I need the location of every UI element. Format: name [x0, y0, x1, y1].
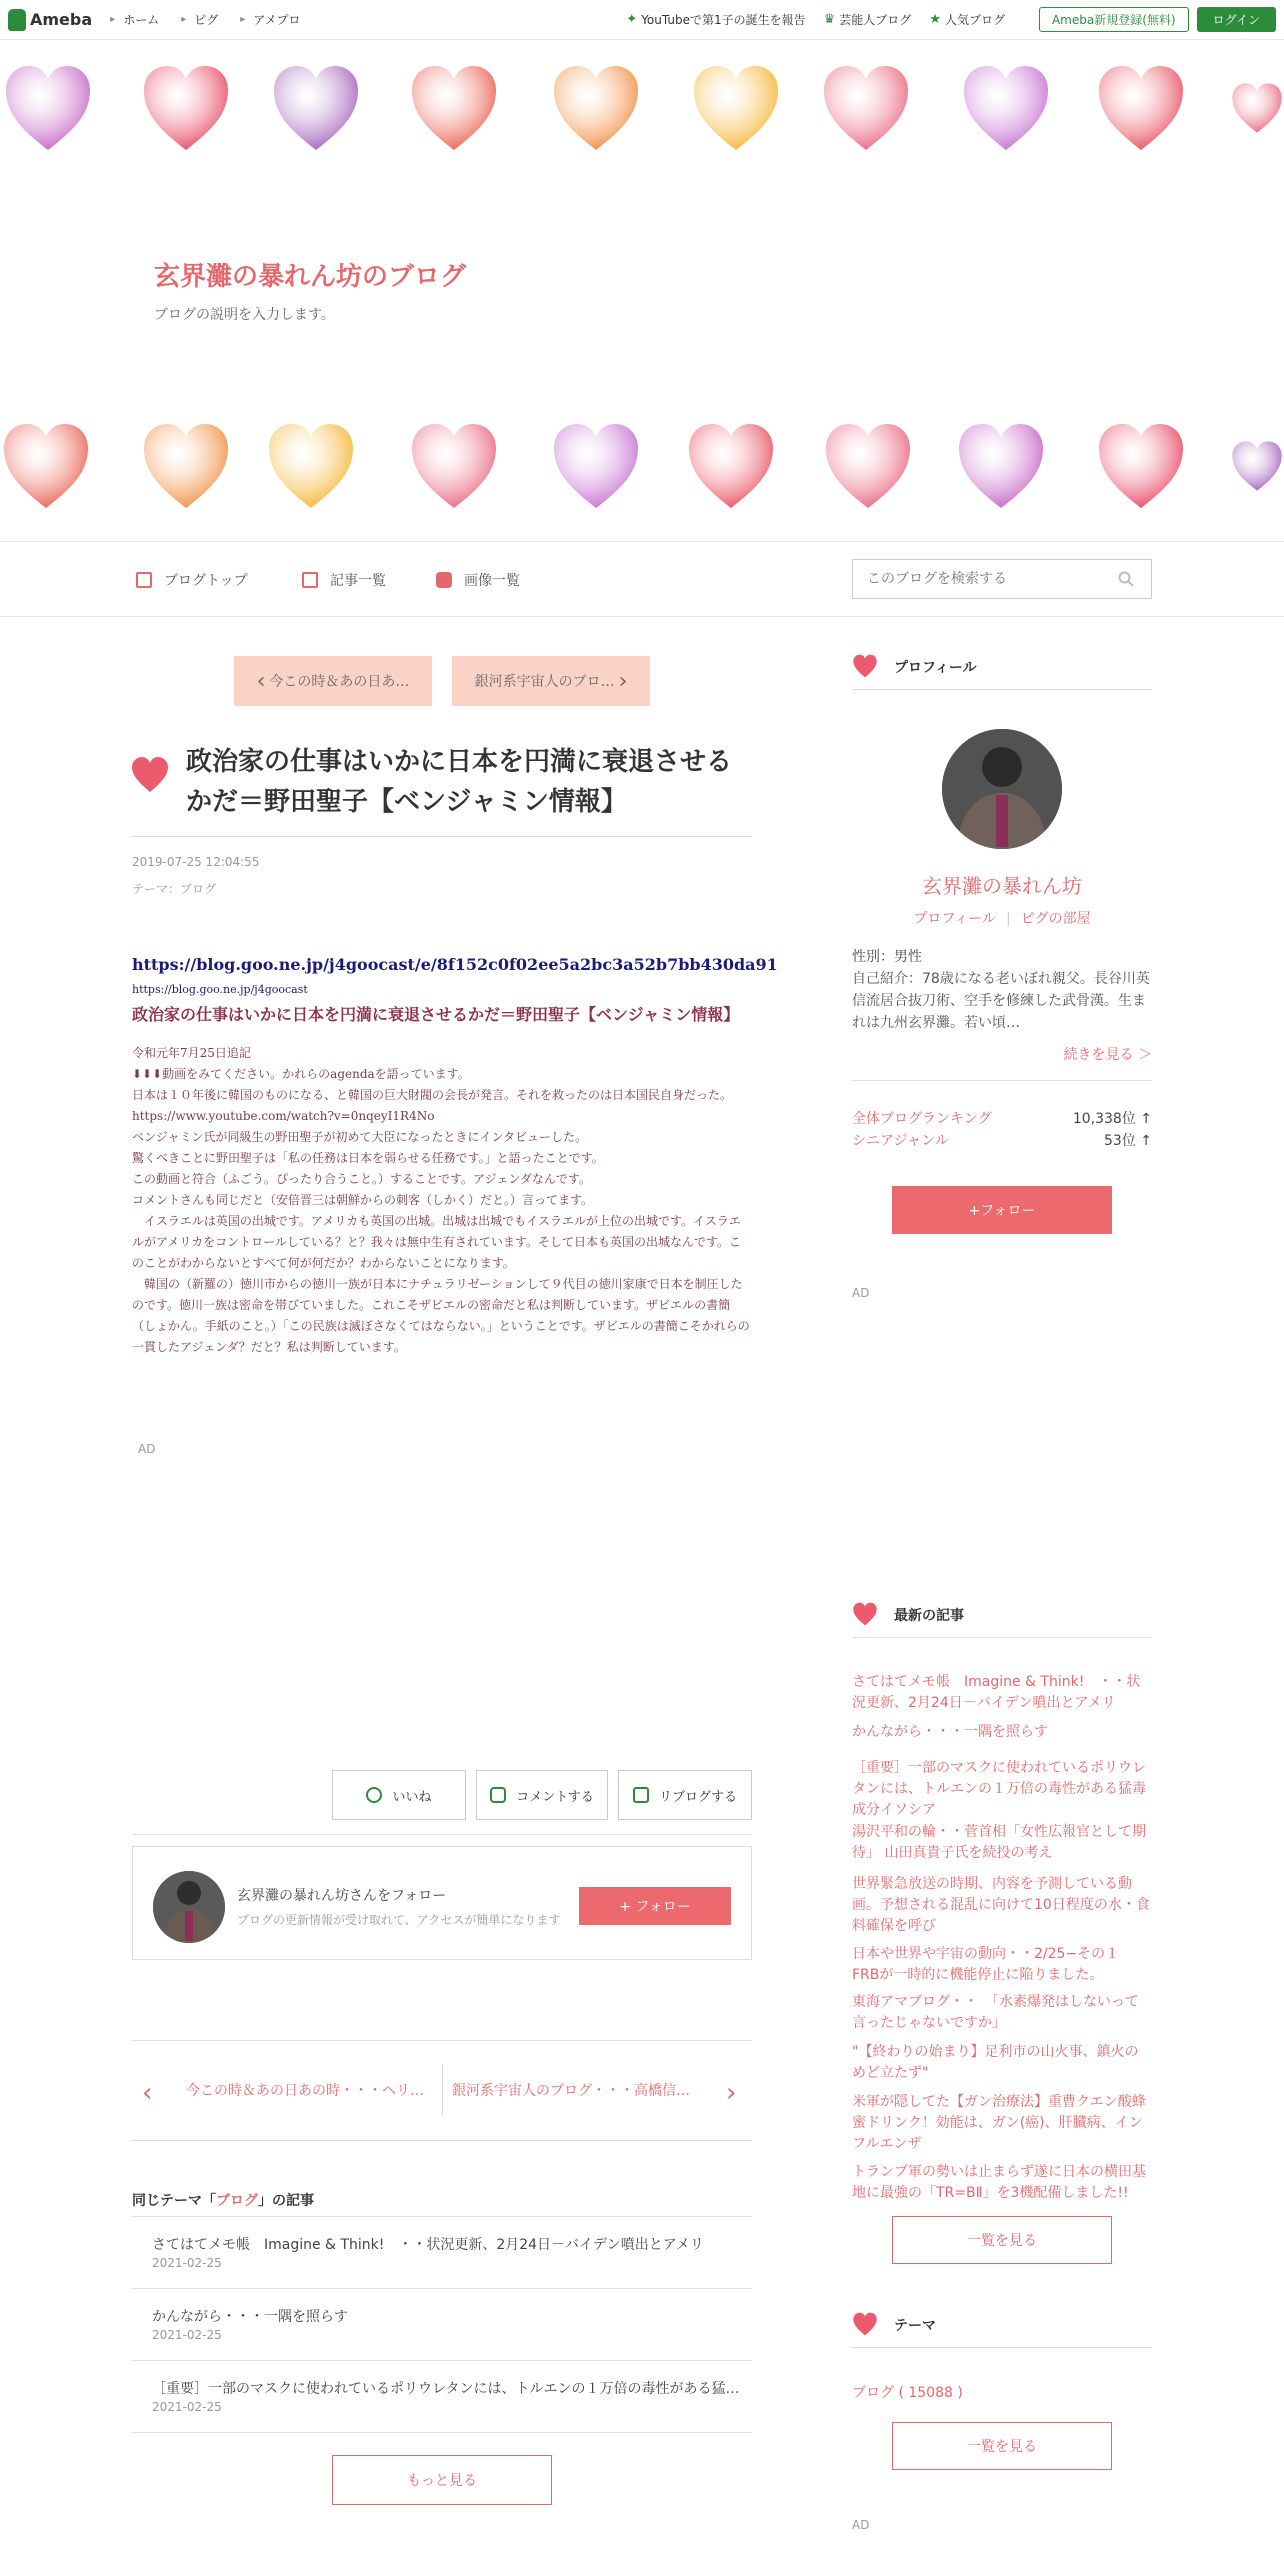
- nav-article-list-label: 記事一覧: [330, 573, 386, 589]
- crumb-home[interactable]: ▸ ホーム: [110, 11, 159, 28]
- article-paragraph: ⬇⬇⬇動画をみてください。かれらのagendaを語っています。: [132, 1067, 470, 1081]
- chevron-left-icon: ‹: [256, 668, 266, 694]
- celebrity-blog-link[interactable]: [824, 11, 912, 28]
- profile-links-separator: |: [1005, 911, 1011, 927]
- rank-senior-value: 53位 ↑: [1104, 1133, 1152, 1149]
- rank-senior-label[interactable]: シニアジャンル: [852, 1133, 949, 1149]
- prev-article-bottom[interactable]: 今この時＆あの日あの時・・・ヘリ…: [186, 2083, 424, 2099]
- same-theme-item[interactable]: ［重要］一部のマスクに使われているポリウレタンには、トルエンの１万倍の毒性がある猛…: [152, 2381, 740, 2397]
- ad-label: AD: [138, 1442, 156, 1456]
- camera-icon: [436, 572, 452, 588]
- speech-bubble-icon: [490, 1787, 506, 1803]
- heart-decoration: [550, 62, 642, 154]
- profile-intro: 自己紹介：78歳になる老いぼれ親父。長谷川英信流居合抜刀術、空手を修練した武骨漢。生まれは九州玄界灘。若い頃…: [852, 971, 1150, 1031]
- popular-blog-link[interactable]: [929, 11, 1005, 28]
- avatar[interactable]: [153, 1871, 225, 1943]
- latest-item[interactable]: トランプ軍の勢いは止まらず遂に日本の横田基地に最強の「TR=BⅡ」を3機配備しました!!: [852, 2164, 1146, 2201]
- heart-decoration: [690, 62, 782, 154]
- article-paragraph[interactable]: https://www.youtube.com/watch?v=0nqeyI1R4No: [132, 1109, 435, 1123]
- crumb-pigg[interactable]: ▸ ピグ: [181, 11, 218, 28]
- latest-item[interactable]: 東海アマブログ・・ 「水素爆発はしないって言ったじゃないですか」: [852, 1994, 1139, 2031]
- heart-decoration: [685, 420, 777, 512]
- latest-item[interactable]: 日本や世界や宇宙の動向・・2/25−その１ FRBが一時的に機能停止に陥りました。: [852, 1946, 1134, 1983]
- article-paragraph: ベンジャミン氏が同級生の野田聖子が初めて大臣になったときにインタビューした。: [132, 1130, 587, 1144]
- blog-description: ブログの説明を入力します。: [154, 307, 335, 323]
- heart-decoration: [140, 62, 232, 154]
- chevron-right-icon[interactable]: ›: [726, 2078, 737, 2108]
- ameba-logo-icon: [8, 9, 26, 31]
- comment-button[interactable]: [476, 1770, 608, 1820]
- heart-decoration: [955, 420, 1047, 512]
- reblog-label: リブログする: [658, 1789, 737, 1805]
- same-theme-divider: [132, 2360, 752, 2361]
- profile-gender: 性別：男性: [852, 949, 922, 965]
- heart-decoration: [822, 420, 914, 512]
- same-theme-divider: [132, 2216, 752, 2217]
- rank-all-value: 10,338位 ↑: [1072, 1111, 1152, 1127]
- theme-heading: [852, 2302, 1152, 2348]
- latest-item[interactable]: "【終わりの始まり】足利市の山火事、鎮火のめど立たず": [852, 2044, 1139, 2081]
- profile-divider: [852, 1080, 1152, 1081]
- heart-icon: [852, 1602, 878, 1628]
- prev-article-top[interactable]: [234, 656, 432, 706]
- ameba-logo[interactable]: [8, 9, 92, 31]
- latest-item[interactable]: ［重要］一部のマスクに使われているポリウレタンには、トルエンの１万倍の毒性がある猛毒成分イソシア: [852, 1760, 1146, 1818]
- blog-search-input[interactable]: [852, 559, 1152, 599]
- latest-item[interactable]: 湯沢平和の輪・・菅首相「女性広報官として期待」 山田真貴子氏を続投の考え: [852, 1824, 1146, 1861]
- prev-article-top-label: 今この時＆あの日あ…: [269, 674, 410, 690]
- next-article-top-label: 銀河系宇宙人のブロ…: [474, 674, 615, 690]
- theme-heading-label: テーマ: [894, 2317, 936, 2334]
- register-button[interactable]: Ameba新規登録(無料): [1039, 7, 1189, 32]
- follow-title: 玄界灘の暴れん坊さんをフォロー: [237, 1888, 447, 1904]
- star-icon: ★: [929, 12, 941, 27]
- more-button[interactable]: もっと見る: [332, 2455, 552, 2505]
- article-date: 2019-07-25 12:04:55: [132, 855, 260, 869]
- latest-heading-label: 最新の記事: [894, 1607, 964, 1624]
- heart-decoration: [1095, 62, 1187, 154]
- crumb-amepro[interactable]: ▸ アメプロ: [240, 11, 300, 28]
- same-theme-date: 2021-02-25: [152, 2256, 222, 2270]
- heart-decoration: [270, 62, 362, 154]
- topic-link[interactable]: [626, 11, 805, 28]
- theme-item[interactable]: ブログ ( 15088 ): [852, 2385, 963, 2401]
- same-theme-date: 2021-02-25: [152, 2400, 222, 2414]
- article-paragraph: 日本は１０年後に韓国のものになる、と韓国の巨大財閥の会長が発言。それを救ったのは日本国民自身だった。: [132, 1088, 733, 1102]
- chevron-right-icon: ›: [618, 668, 628, 694]
- article-paragraph: イスラエルは英国の出城です。アメリカも英国の出城。出城は出城でもイスラエルが上位の出城です。イスラエルがアメリカをコントロールしている？と？我々は無中生有されています。そして日本も英国の出城なんです。このことがわからないとすべて何が何だか？わからないことになります。: [132, 1214, 742, 1270]
- latest-item[interactable]: さてはてメモ帳 Imagine & Think! ・・状況更新、2月24日－バイデン噴出とアメリ: [852, 1674, 1141, 1711]
- smile-icon: [366, 1787, 382, 1803]
- like-label: いいね: [392, 1789, 432, 1805]
- same-theme-item[interactable]: さてはてメモ帳 Imagine & Think! ・・状況更新、2月24日－バイデン噴出とアメリ: [152, 2237, 704, 2253]
- follow-subtitle: ブログの更新情報が受け取れて、アクセスが簡単になります: [237, 1913, 561, 1927]
- latest-heading: [852, 1592, 1152, 1638]
- heart-decoration: [820, 62, 912, 154]
- profile-link[interactable]: プロフィール: [913, 911, 996, 927]
- heart-icon: [852, 2312, 878, 2338]
- article-link-primary[interactable]: https://blog.goo.ne.jp/j4goocast/e/8f152c0f02ee5a2bc3a52b7bb430da91: [132, 955, 778, 974]
- document-icon: [136, 572, 152, 588]
- chevron-left-icon[interactable]: ‹: [142, 2078, 153, 2108]
- ameba-logo-text: Ameba: [30, 10, 93, 29]
- follow-button[interactable]: + フォロー: [579, 1887, 731, 1925]
- nav-image-list-label: 画像一覧: [464, 573, 520, 589]
- blog-title[interactable]: 玄界灘の暴れん坊のブログ: [154, 262, 467, 292]
- article-paragraph: コメントさんも同じだと（安倍晋三は朝鮮からの刺客（しかく）だと。）言ってます。: [132, 1193, 594, 1207]
- pigg-room-link[interactable]: ピグの部屋: [1020, 911, 1091, 927]
- heart-decoration: [1230, 62, 1284, 154]
- same-theme-date: 2021-02-25: [152, 2328, 222, 2342]
- sidebar-ad-label: AD: [852, 1286, 870, 1300]
- heart-decoration: [265, 420, 357, 512]
- latest-item[interactable]: 世界緊急放送の時期、内容を予測している動画。予想される混乱に向けて10日程度の水・食料確保を呼び: [852, 1876, 1150, 1934]
- profile-heading-label: プロフィール: [894, 659, 977, 676]
- same-theme-heading-pre: 同じテーマ「: [132, 2193, 216, 2209]
- actions-divider: [132, 1834, 752, 1835]
- header-right: [608, 7, 1276, 32]
- nav-article-list[interactable]: [302, 570, 386, 590]
- profile-avatar[interactable]: [942, 729, 1062, 849]
- latest-item[interactable]: 米軍が隠してた【ガン治療法】重曹クエン酸蜂蜜ドリンク！効能は、ガン(癌)、肝臓病、インフルエンザ: [852, 2094, 1146, 2152]
- topic-link-label: YouTubeで第1子の誕生を報告: [641, 13, 806, 27]
- profile-avatar-image: [942, 729, 1062, 849]
- comment-label: コメントする: [516, 1789, 594, 1805]
- reblog-button[interactable]: [618, 1770, 752, 1820]
- same-theme-heading-post: 」の記事: [258, 2193, 314, 2209]
- reblog-icon: [633, 1787, 649, 1803]
- avatar-image: [153, 1871, 225, 1943]
- rank-all-label[interactable]: 全体ブログランキング: [852, 1111, 992, 1127]
- sparkle-icon: ✦: [626, 12, 638, 27]
- pager-divider-middle: [442, 2064, 443, 2116]
- heart-decoration: [1230, 420, 1284, 512]
- latest-item[interactable]: かんながら・・・一隅を照らす: [852, 1724, 1048, 1740]
- search-icon[interactable]: [1118, 571, 1134, 587]
- nav-blog-top[interactable]: [136, 570, 248, 590]
- same-theme-divider: [132, 2288, 752, 2289]
- same-theme-item[interactable]: かんながら・・・一隅を照らす: [152, 2309, 348, 2325]
- copy-icon: [302, 572, 318, 588]
- article-theme: [132, 880, 216, 897]
- article-paragraph: この動画と符合（ふごう。ぴったり合うこと。）することです。アジェンダなんです。: [132, 1172, 591, 1186]
- article-theme-link[interactable]: ブログ: [180, 882, 217, 896]
- sidebar-ad-label-2: AD: [852, 2518, 870, 2532]
- profile-links: [852, 908, 1152, 928]
- crown-icon: ♛: [823, 12, 836, 27]
- heart-decoration: [550, 420, 642, 512]
- nav-blog-top-label: ブログトップ: [164, 573, 248, 589]
- theme-list-button[interactable]: 一覧を見る: [892, 2422, 1112, 2470]
- same-theme-heading-theme: ブログ: [216, 2193, 258, 2209]
- profile-more-link[interactable]: 続きを見る ＞: [1063, 1047, 1152, 1063]
- like-button[interactable]: [332, 1770, 466, 1820]
- heart-decoration: [0, 420, 92, 512]
- blog-nav: [0, 541, 1284, 617]
- article-paragraph: 驚くべきことに野田聖子は「私の任務は日本を弱らせる任務です。」と語ったことです。: [132, 1151, 604, 1165]
- next-article-top[interactable]: [452, 656, 650, 706]
- heart-decoration: [408, 62, 500, 154]
- heart-icon: [130, 756, 170, 796]
- login-button[interactable]: ログイン: [1197, 7, 1276, 32]
- heart-decoration: [960, 62, 1052, 154]
- article-body: [132, 954, 778, 1358]
- article-theme-label: テーマ：: [132, 882, 181, 896]
- latest-list-button[interactable]: 一覧を見る: [892, 2216, 1112, 2264]
- heart-decoration: [140, 420, 232, 512]
- pager-divider-bottom: [132, 2140, 752, 2141]
- article-subtitle: 政治家の仕事はいかに日本を円満に衰退させるかだ＝野田聖子【ベンジャミン情報】: [132, 1005, 740, 1024]
- profile-heading: [852, 644, 1152, 690]
- heart-decoration: [1095, 420, 1187, 512]
- popular-blog-label: 人気ブログ: [944, 13, 1005, 27]
- nav-image-list[interactable]: [436, 570, 520, 590]
- heart-decoration: [408, 420, 500, 512]
- article-paragraph: 韓国の（新羅の）徳川市からの徳川一族が日本にナチュラリゼーションして９代目の徳川家康で日本を制圧したのです。徳川一族は密命を帯びていました。これこそザビエルの密命だと私は判断しています。ザビエルの書簡（しょかん。手紙のこと。）「この民族は滅ぼさなくてはならない。」ということです。ザビエルの書簡こそかれらの一貫したアジェンダ？だと？私は判断しています。: [132, 1277, 750, 1354]
- follow-box: [132, 1846, 752, 1960]
- same-theme-divider: [132, 2432, 752, 2433]
- next-article-bottom[interactable]: 銀河系宇宙人のブログ・・・高橋信…: [452, 2083, 690, 2099]
- heart-decoration: [2, 62, 94, 154]
- sidebar-follow-button[interactable]: +フォロー: [892, 1186, 1112, 1234]
- heart-icon: [852, 654, 878, 680]
- celebrity-blog-label: 芸能人ブログ: [839, 13, 912, 27]
- article-link-secondary[interactable]: https://blog.goo.ne.jp/j4goocast: [132, 983, 308, 996]
- article-paragraph: 令和元年7月25日追記: [132, 1046, 251, 1060]
- profile-name[interactable]: 玄界灘の暴れん坊: [922, 874, 1082, 898]
- article-title: 政治家の仕事はいかに日本を円満に衰退させるかだ＝野田聖子【ベンジャミン情報】: [186, 747, 733, 817]
- same-theme-heading: [132, 2190, 314, 2210]
- title-divider: [132, 836, 752, 837]
- global-header: [0, 0, 1284, 40]
